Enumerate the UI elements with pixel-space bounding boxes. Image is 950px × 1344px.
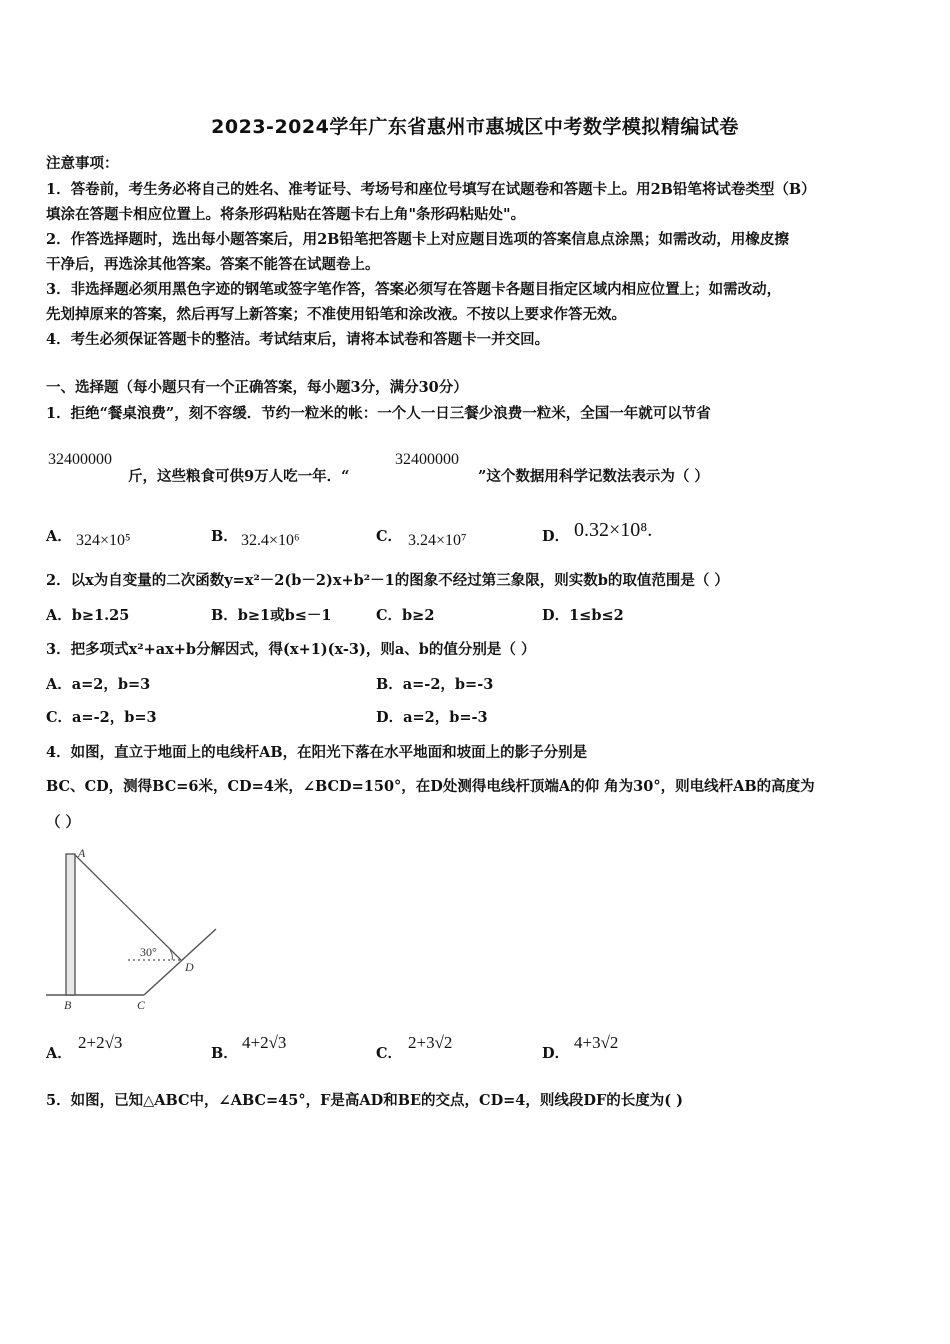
q4-option-d-value: 4+3√2 bbox=[574, 1033, 619, 1052]
q1-option-c-label: C． bbox=[376, 528, 403, 545]
label-b: B bbox=[64, 998, 72, 1012]
q1-option-d-value: 0.32×10⁸. bbox=[574, 519, 653, 541]
q1-mid-text: 斤，这些粮食可供9万人吃一年．“ bbox=[128, 468, 350, 485]
q4-stem-line2: BC、CD，测得BC=6米，CD=4米，∠BCD=150°，在D处测得电线杆顶端A的仰 角为30°，则电线杆AB的高度为 bbox=[46, 778, 815, 795]
label-c: C bbox=[137, 998, 146, 1012]
q3-option-b: B．a=-2，b=-3 bbox=[376, 676, 494, 693]
q2-option-a: A．b≥1.25 bbox=[46, 607, 130, 624]
q3-option-a: A．a=2，b=3 bbox=[46, 676, 151, 693]
q1-option-c-value: 3.24×10⁷ bbox=[408, 532, 467, 549]
q1-option-d-label: D． bbox=[542, 528, 570, 545]
section-heading: 一、选择题（每小题只有一个正确答案，每小题3分，满分30分） bbox=[46, 379, 468, 396]
q4-option-c-label: C． bbox=[376, 1045, 403, 1062]
q4-option-b-label: B． bbox=[211, 1045, 238, 1062]
exam-title: 2023-2024学年广东省惠州市惠城区中考数学模拟精编试卷 bbox=[211, 116, 739, 138]
q2-option-b: B．b≥1或b≤－1 bbox=[211, 607, 332, 624]
q1-stem: 1．拒绝“餐桌浪费”，刻不容缓．节约一粒米的帐：一个人一日三餐少浪费一粒米，全国一年就可以节省 bbox=[46, 405, 711, 422]
notice-line: 先划掉原来的答案，然后再写上新答案；不准使用铅笔和涂改液。不按以上要求作答无效。 bbox=[46, 306, 626, 323]
q4-stem-line1: 4．如图，直立于地面上的电线杆AB，在阳光下落在水平地面和坡面上的影子分别是 bbox=[46, 744, 588, 761]
q3-option-c: C．a=-2，b=3 bbox=[46, 709, 157, 726]
label-a: A bbox=[78, 846, 86, 860]
angle-label: 30° bbox=[140, 945, 157, 959]
notice-line: 2．作答选择题时，选出每小题答案后，用2B铅笔把答题卡上对应题目选项的答案信息点涂黑；如需改动，用橡皮擦 bbox=[46, 231, 789, 248]
notice-line: 3．非选择题必须用黑色字迹的钢笔或签字笔作答，答案必须写在答题卡各题目指定区域内相应位置上；如需改动， bbox=[46, 281, 782, 298]
q4-option-a-label: A． bbox=[46, 1045, 72, 1062]
q5-stem: 5．如图，已知△ABC中，∠ABC=45°，F是高AD和BE的交点，CD=4，则线段DF的长度为( ) bbox=[46, 1092, 684, 1109]
q4-option-b-value: 4+2√3 bbox=[242, 1033, 287, 1052]
q1-number-a: 32400000 bbox=[48, 451, 112, 468]
notice-line: 1．答卷前，考生务必将自己的姓名、准考证号、考场号和座位号填写在试题卷和答题卡上。用2B铅笔将试卷类型（B） bbox=[46, 181, 816, 198]
slope-line bbox=[144, 929, 216, 995]
q1-option-b-label: B． bbox=[211, 528, 238, 545]
q1-tail-text: ”这个数据用科学记数法表示为（ ） bbox=[478, 468, 709, 485]
q1-option-a-label: A． bbox=[46, 528, 72, 545]
q1-number-b: 32400000 bbox=[395, 451, 459, 468]
q4-option-a-value: 2+2√3 bbox=[78, 1033, 123, 1052]
pole bbox=[66, 854, 75, 995]
label-d: D bbox=[185, 960, 194, 974]
notice-line: 填涂在答题卡相应位置上。将条形码粘贴在答题卡右上角"条形码粘贴处"。 bbox=[46, 206, 526, 223]
q3-option-d: D．a=2，b=-3 bbox=[376, 709, 488, 726]
q4-option-c-value: 2+3√2 bbox=[408, 1033, 453, 1052]
notice-line: 干净后，再选涂其他答案。答案不能答在试题卷上。 bbox=[46, 256, 380, 273]
q2-option-c: C．b≥2 bbox=[376, 607, 435, 624]
notice-line: 4．考生必须保证答题卡的整洁。考试结束后，请将本试卷和答题卡一并交回。 bbox=[46, 331, 550, 348]
q4-stem-line3: （ ） bbox=[46, 814, 81, 831]
notice-heading: 注意事项： bbox=[46, 155, 119, 172]
q2-stem: 2．以x为自变量的二次函数y=x²－2(b－2)x+b²－1的图象不经过第三象限，则实数b的取值范围是（ ） bbox=[46, 572, 729, 589]
q1-option-b-value: 32.4×10⁶ bbox=[241, 532, 300, 549]
sight-line bbox=[74, 854, 181, 960]
q4-option-d-label: D． bbox=[542, 1045, 570, 1062]
q2-option-d: D．1≤b≤2 bbox=[542, 607, 624, 624]
q1-option-a-value: 324×10⁵ bbox=[76, 532, 131, 549]
q3-stem: 3．把多项式x²+ax+b分解因式，得(x+1)(x-3)，则a、b的值分别是（ ） bbox=[46, 641, 536, 658]
q4-figure bbox=[44, 843, 224, 1013]
